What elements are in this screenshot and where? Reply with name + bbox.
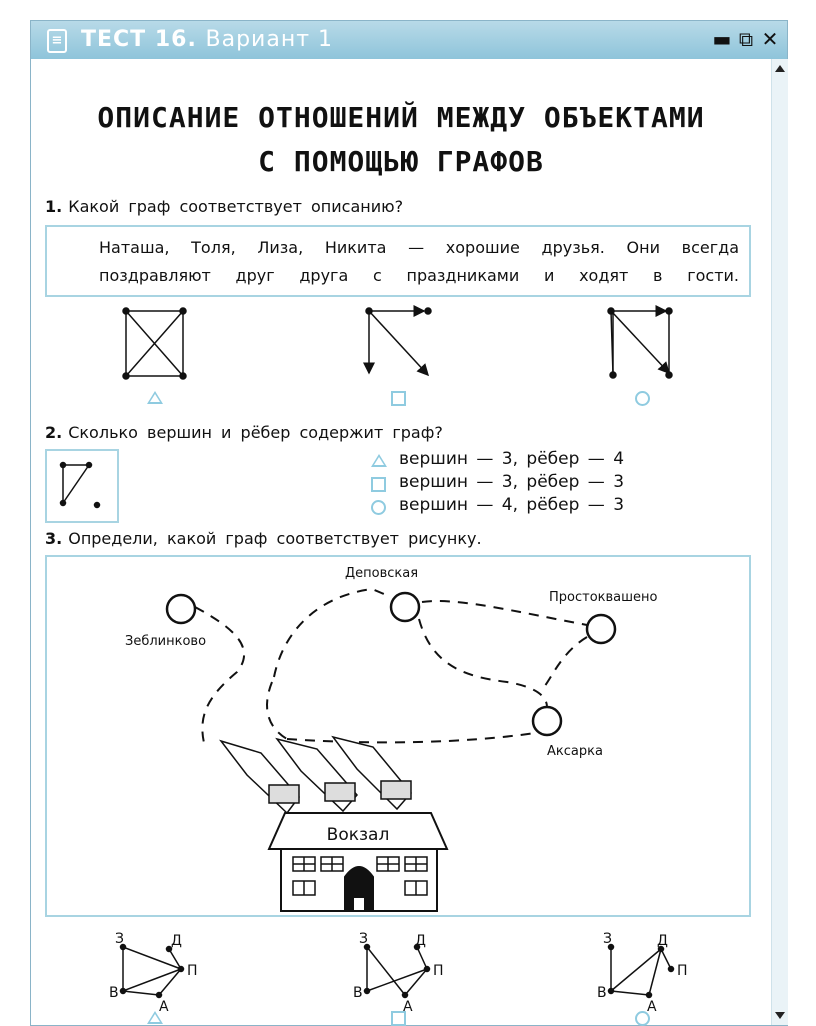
station-label-aksarka: Аксарка (547, 744, 603, 759)
question-number: 1. (45, 197, 63, 216)
answer-triangle-icon[interactable] (371, 454, 387, 467)
q1-graph-c (608, 308, 672, 378)
vertex-label: Д (657, 933, 668, 949)
question-2 (45, 423, 443, 442)
q2-option-1[interactable]: вершин — 3, рёбер — 4 (399, 449, 625, 469)
vertex-label: В (597, 985, 607, 1001)
question-text: Определи, какой граф соответствует рисунку. (68, 529, 482, 548)
station-label-prostokvasheno: Простоквашено (549, 590, 658, 605)
vertex-label: З (115, 931, 124, 947)
scroll-up-icon[interactable] (775, 65, 785, 72)
restore-button[interactable]: ⧉ (738, 27, 754, 51)
q3-map (47, 557, 749, 915)
q1-graph-b (366, 308, 431, 375)
q3-graph-a (121, 945, 184, 998)
answer-triangle-icon[interactable] (147, 391, 163, 404)
vertex-label: П (433, 963, 444, 979)
window-title (81, 27, 333, 52)
q2-option-2[interactable]: вершин — 3, рёбер — 3 (399, 472, 625, 492)
vertex-label: А (647, 999, 657, 1015)
question-number: 3. (45, 529, 63, 548)
station-icon (533, 707, 561, 735)
title-bar (31, 21, 787, 59)
vertex-label: П (677, 963, 688, 979)
question-3 (45, 529, 482, 548)
scroll-down-icon[interactable] (775, 1012, 785, 1019)
q3-graph-b (365, 945, 430, 998)
answer-circle-icon[interactable] (635, 391, 650, 406)
answer-square-icon[interactable] (371, 477, 386, 492)
close-button[interactable]: ✕ (761, 27, 779, 51)
answer-square-icon[interactable] (391, 391, 406, 406)
answer-circle-icon[interactable] (371, 500, 386, 515)
test-content (31, 59, 771, 1025)
station-icon (587, 615, 615, 643)
vertex-label: А (159, 999, 169, 1015)
minimize-button[interactable]: ▬ (712, 27, 732, 51)
answer-triangle-icon[interactable] (147, 1011, 163, 1024)
q1-graph-options (31, 299, 771, 389)
q2-graph (47, 451, 117, 521)
vertex-label: В (109, 985, 119, 1001)
answer-circle-icon[interactable] (635, 1011, 650, 1026)
vertex-label: Д (415, 933, 426, 949)
page-title-line1: ОПИСАНИЕ ОТНОШЕНИЙ МЕЖДУ ОБЪЕКТАМИ (97, 101, 705, 134)
train-icons (221, 737, 411, 813)
title-variant: Вариант 1 (205, 27, 334, 52)
q3-graph-c (609, 945, 674, 998)
page-title-line2: С ПОМОЩЬЮ ГРАФОВ (258, 145, 544, 178)
q2-option-3[interactable]: вершин — 4, рёбер — 3 (399, 495, 625, 515)
vertex-label: Д (171, 933, 182, 949)
vertex-label: В (353, 985, 363, 1001)
station-label-zeblinkovo: Зеблинково (125, 634, 207, 649)
vertex-label: З (359, 931, 368, 947)
q2-graph-box (45, 449, 119, 523)
station-building-label: Вокзал (326, 825, 390, 845)
vertical-scrollbar[interactable] (771, 59, 788, 1025)
question-1 (45, 197, 403, 216)
test-icon: ≡ (47, 29, 67, 53)
q1-description: Наташа, Толя, Лиза, Никита — хорошие друзья. Они всегда поздравляют друг друга с праздниками и ходят в гости. (99, 238, 739, 285)
title-test: ТЕСТ 16. (81, 27, 197, 52)
q3-map-box (45, 555, 751, 917)
vertex-label: А (403, 999, 413, 1015)
map-stations (167, 593, 615, 735)
question-number: 2. (45, 423, 63, 442)
answer-square-icon[interactable] (391, 1011, 406, 1026)
station-icon (167, 595, 195, 623)
q1-description-box (45, 225, 751, 297)
station-label-depovskaya: Деповская (345, 566, 419, 581)
vertex-label: З (603, 931, 612, 947)
question-text: Какой граф соответствует описанию? (68, 197, 404, 216)
q3-graph-options (31, 921, 771, 1021)
station-icon (391, 593, 419, 621)
q1-graph-a (123, 308, 186, 379)
test-window (30, 20, 788, 1026)
vertex-label: П (187, 963, 198, 979)
question-text: Сколько вершин и рёбер содержит граф? (68, 423, 443, 442)
